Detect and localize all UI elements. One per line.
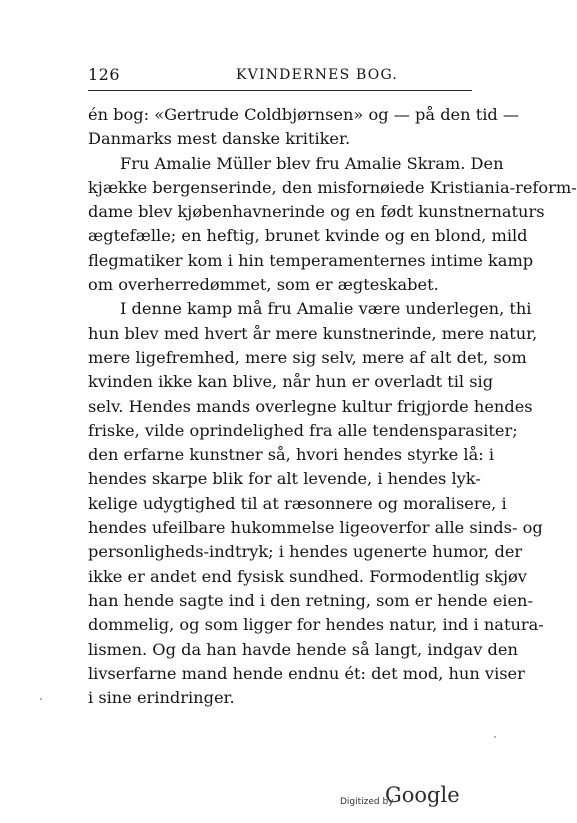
scan-speck <box>40 698 42 700</box>
text-line: ikke er andet end fysisk sundhed. Formodentlig skjøv <box>88 566 527 586</box>
text-line: hendes ufeilbare hukommelse ligeoverfor alle sinds- og <box>88 518 543 538</box>
google-logo: Google <box>385 783 460 807</box>
text-line: han hende sagte ind i den retning, som er hende eien- <box>88 590 533 610</box>
text-line: ægtefælle; en heftig, brunet kvinde og en blond, mild <box>88 226 528 246</box>
text-line: lismen. Og da han havde hende så langt, indgav den <box>88 639 518 659</box>
running-title: KVINDERNES BOG. <box>236 67 399 83</box>
body-text <box>88 103 577 710</box>
text-line: personligheds-indtryk; i hendes ugenerte humor, der <box>88 542 523 562</box>
text-line: selv. Hendes mands overlegne kultur frigjorde hendes <box>88 396 533 416</box>
text-line: én bog: «Gertrude Coldbjørnsen» og — på den tid — <box>88 105 520 124</box>
text-line: kelige udygtighed til at ræsonnere og moralisere, i <box>88 493 507 513</box>
text-line: den erfarne kunstner så, hvori hendes styrke lå: i <box>88 445 495 465</box>
text-line: hendes skarpe blik for alt levende, i hendes lyk- <box>88 469 481 489</box>
scan-speck <box>494 736 496 738</box>
text-line: i sine erindringer. <box>88 688 235 708</box>
digitized-label: Digitized by <box>340 797 394 807</box>
text-line: kvinden ikke kan blive, når hun er overladt til sig <box>88 372 494 392</box>
text-line: flegmatiker kom i hin temperamenternes intime kamp <box>88 250 534 270</box>
running-header <box>88 63 472 87</box>
text-line: Fru Amalie Müller blev fru Amalie Skram. Den <box>120 153 504 173</box>
page-number: 126 <box>88 65 121 84</box>
text-line: om overherredømmet, som er ægteskabet. <box>88 275 439 295</box>
text-line: kjække bergenserinde, den misfornøiede Kristiania-reform- <box>88 177 577 197</box>
text-line: Danmarks mest danske kritiker. <box>88 129 351 149</box>
text-line: friske, vilde oprindelighed fra alle tendensparasiter; <box>88 420 518 440</box>
header-rule <box>88 90 472 91</box>
text-line: livserfarne mand hende endnu ét: det mod, hun viser <box>88 663 525 683</box>
text-line: mere ligefremhed, mere sig selv, mere af alt det, som <box>88 347 527 367</box>
text-line: dommelig, og som ligger for hendes natur, ind i natura- <box>88 615 544 635</box>
text-line: I denne kamp må fru Amalie være underlegen, thi <box>120 299 532 319</box>
text-line: dame blev kjøbenhavnerinde og en født kunstnernaturs <box>88 202 545 222</box>
text-line: hun blev med hvert år mere kunstnerinde, mere natur, <box>88 323 538 343</box>
